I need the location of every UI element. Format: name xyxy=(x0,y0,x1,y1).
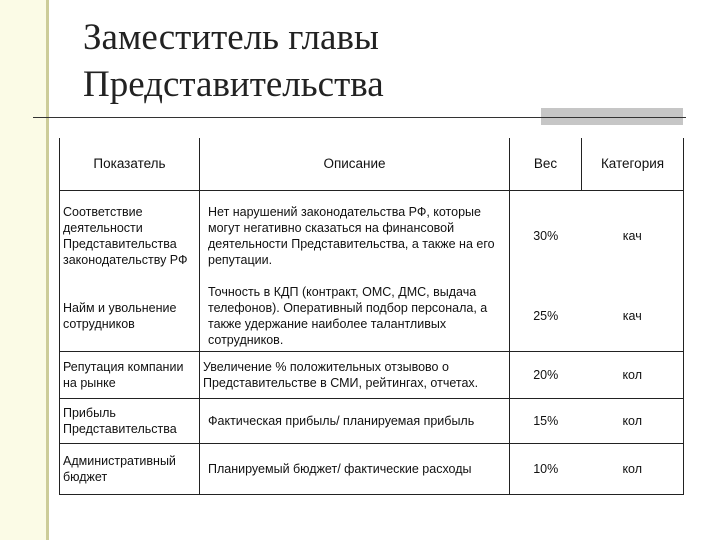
table-row xyxy=(60,444,684,495)
decorative-side-bar xyxy=(0,0,49,540)
header-description: Описание xyxy=(200,138,510,191)
cell-category: кач xyxy=(582,191,684,282)
cell-description: Точность в КДП (контракт, ОМС, ДМС, выдача телефонов). Оперативный подбор персонала, а также удержание наиболее талантливых сотрудников. xyxy=(200,281,510,352)
header-indicator: Показатель xyxy=(60,138,200,191)
cell-category: кол xyxy=(582,444,684,495)
cell-description: Нет нарушений законодательства РФ, которые могут негативно сказаться на финансовой деятельности Представительства, а также на его репутации. xyxy=(200,191,510,282)
slide-title xyxy=(83,14,384,108)
table-row xyxy=(60,352,684,399)
cell-category: кач xyxy=(582,281,684,352)
cell-description: Увеличение % положительных отзывово о Представительстве в СМИ, рейтингах, отчетах. xyxy=(200,352,510,399)
cell-weight: 30% xyxy=(533,229,559,243)
table-header-row xyxy=(60,138,684,191)
title-divider xyxy=(33,117,686,118)
header-weight: Вес xyxy=(510,138,582,191)
table-row xyxy=(60,281,684,352)
table-row xyxy=(60,191,684,282)
table-row xyxy=(60,399,684,444)
cell-weight: 10% xyxy=(510,444,582,495)
cell-indicator: Найм и увольнение сотрудников xyxy=(60,281,200,352)
cell-weight: 25% xyxy=(510,281,582,352)
cell-indicator: Прибыль Представительства xyxy=(60,399,200,444)
cell-indicator: Соответствие деятельности Представительства законодательству РФ xyxy=(60,191,200,282)
cell-description: Планируемый бюджет/ фактические расходы xyxy=(200,444,510,495)
kpi-table xyxy=(59,138,684,495)
slide-title-line-1: Заместитель главы xyxy=(83,17,379,58)
cell-category: кол xyxy=(582,352,684,399)
cell-description: Фактическая прибыль/ планируемая прибыль xyxy=(200,399,510,444)
slide-title-line-2: Представительства xyxy=(83,64,384,105)
cell-indicator: Административный бюджет xyxy=(60,444,200,495)
cell-weight: 20% xyxy=(510,352,582,399)
cell-weight: 15% xyxy=(510,399,582,444)
header-category: Категория xyxy=(582,138,684,191)
cell-category: кол xyxy=(582,399,684,444)
cell-indicator: Репутация компании на рынке xyxy=(60,352,200,399)
